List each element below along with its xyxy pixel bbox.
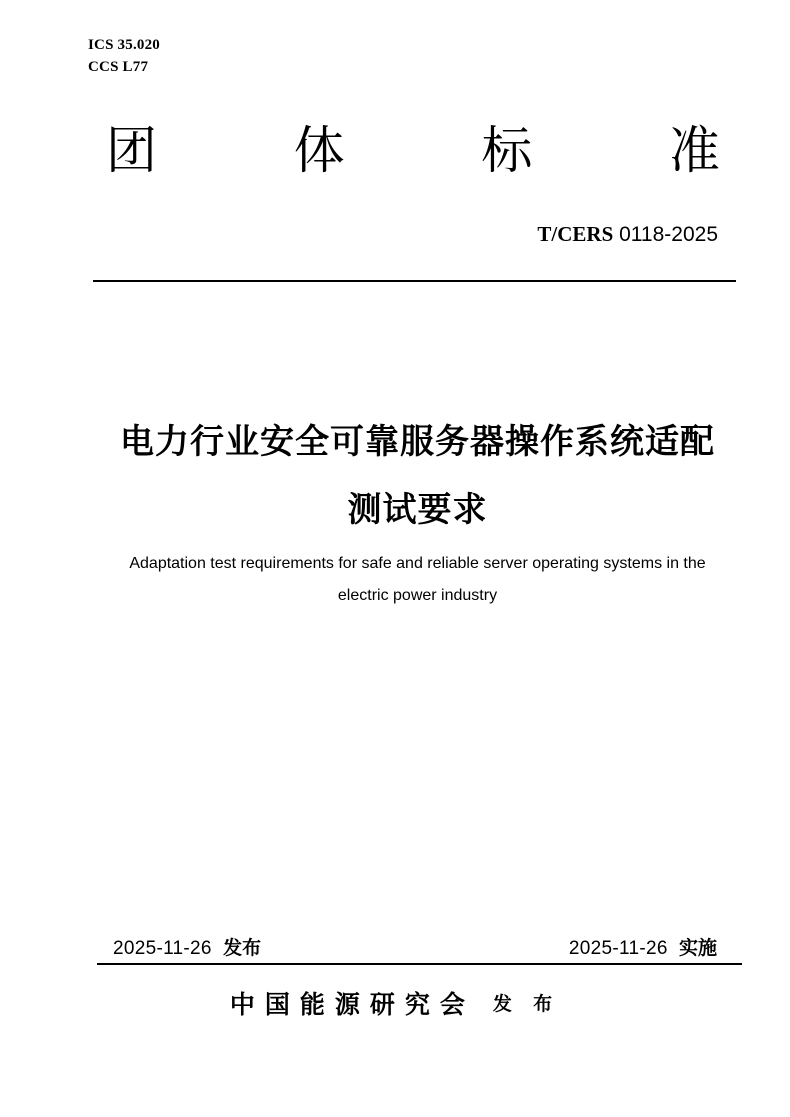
issue-date-group: [113, 936, 261, 962]
standard-type-char: 准: [668, 122, 720, 179]
publish-label: 发 布: [492, 994, 561, 1015]
implement-date-group: [569, 936, 717, 962]
title-line-1: 电力行业安全可靠服务器操作系统适配: [120, 423, 715, 461]
implement-date: 2025-11-26: [568, 938, 668, 959]
standard-type-char: 标: [481, 122, 533, 179]
title-line-2: 测试要求: [347, 491, 488, 529]
document-title-chinese: [95, 408, 740, 544]
dates-row: [113, 936, 717, 962]
standard-number-prefix: T/CERS: [537, 222, 614, 246]
document-title-english: [95, 548, 740, 612]
implement-label: 实施: [678, 938, 717, 959]
classification-codes: [88, 34, 160, 78]
ics-code: ICS 35.020: [88, 37, 161, 53]
standard-type-char: 体: [293, 122, 345, 179]
footer-divider-line: [97, 963, 742, 965]
publisher-row: [0, 988, 790, 1022]
ccs-code: CCS L77: [88, 59, 149, 75]
publisher-name: 中国能源研究会: [229, 991, 475, 1019]
issue-date: 2025-11-26: [113, 938, 212, 959]
english-title-line-1: Adaptation test requirements for safe and reliable server operating systems in the: [129, 555, 706, 572]
header-divider-line: [93, 280, 736, 282]
standard-type-char: 团: [106, 122, 158, 179]
standard-number: [537, 222, 718, 247]
standard-number-value: 0118-2025: [619, 223, 718, 246]
standard-type-heading: [106, 120, 720, 181]
english-title-line-2: electric power industry: [337, 587, 498, 604]
issue-label: 发布: [223, 938, 262, 959]
